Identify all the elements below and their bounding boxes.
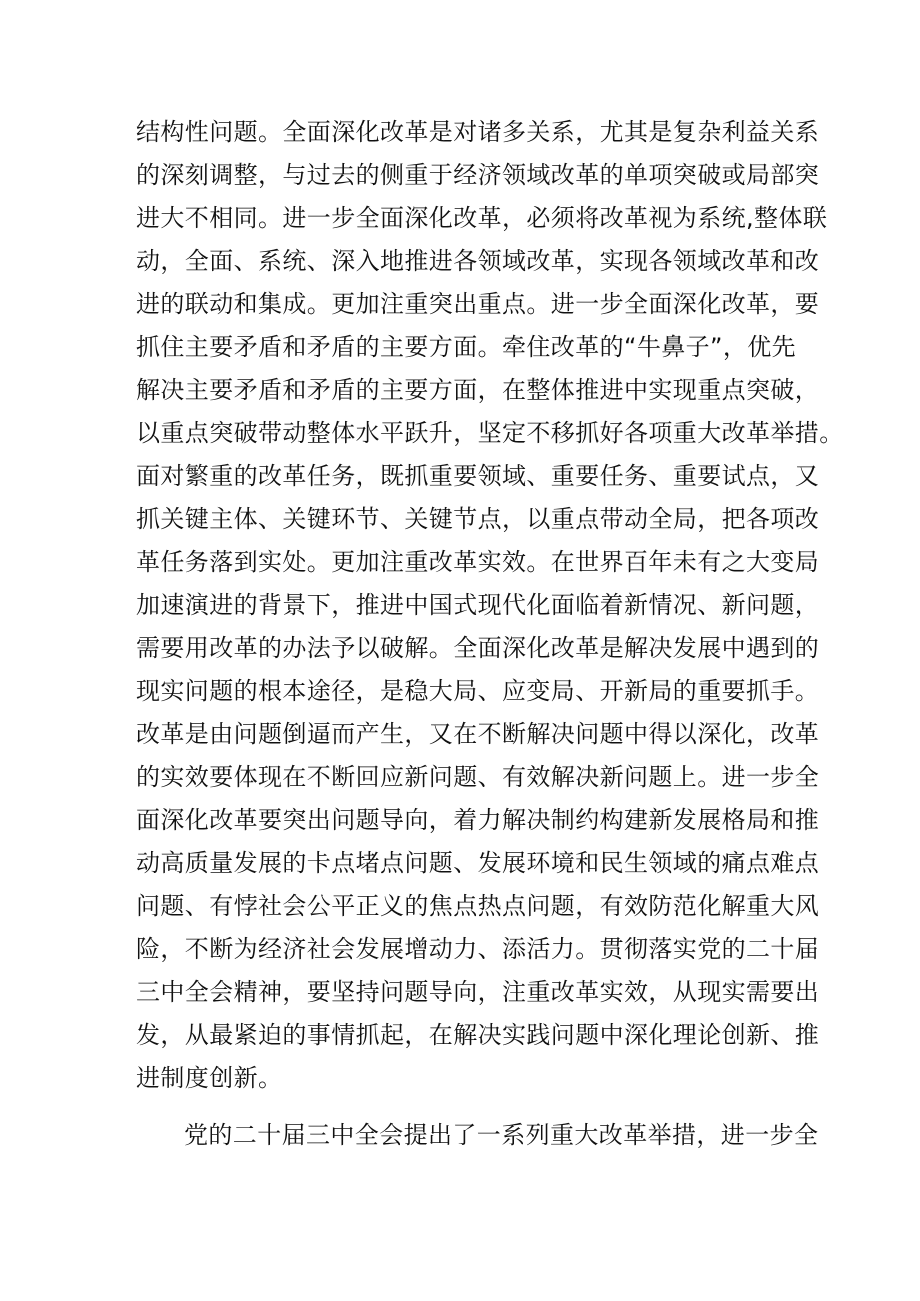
text-line: 面对繁重的改革任务，既抓重要领域、重要任务、重要试点，又	[136, 462, 820, 490]
text-line: 进大不相同。进一步全面深化改革，必须将改革视为系统,整体联	[136, 204, 828, 232]
text-line: 进制度创新。	[136, 1064, 283, 1092]
text-line: 加速演进的背景下，推进中国式现代化面临着新情况、新问题，	[136, 591, 820, 619]
text-line: 险，不断为经济社会发展增动力、添活力。贯彻落实党的二十届	[136, 935, 820, 963]
text-line: 以重点突破带动整体水平跃升，坚定不移抓好各项重大改革举措。	[136, 419, 844, 447]
text-line: 发，从最紧迫的事情抓起，在解决实践问题中深化理论创新、推	[136, 1021, 820, 1049]
text-line: 党的二十届三中全会提出了一系列重大改革举措，进一步全	[184, 1121, 819, 1149]
text-line: 革任务落到实处。更加注重改革实效。在世界百年未有之大变局	[136, 548, 820, 576]
text-line: 抓住主要矛盾和矛盾的主要方面。牵住改革的“牛鼻子”，优先	[136, 333, 797, 361]
text-line: 面深化改革要突出问题导向，着力解决制约构建新发展格局和推	[136, 806, 820, 834]
text-line: 结构性问题。全面深化改革是对诸多关系，尤其是复杂利益关系	[136, 118, 820, 146]
text-line: 问题、有悖社会公平正义的焦点热点问题，有效防范化解重大风	[136, 892, 820, 920]
text-line: 解决主要矛盾和矛盾的主要方面，在整体推进中实现重点突破，	[136, 376, 820, 404]
text-line: 需要用改革的办法予以破解。全面深化改革是解决发展中遇到的	[136, 634, 820, 662]
text-line: 动，全面、系统、深入地推进各领域改革，实现各领域改革和改	[136, 247, 820, 275]
text-line: 现实问题的根本途径，是稳大局、应变局、开新局的重要抓手。	[136, 677, 820, 705]
text-line: 改革是由问题倒逼而产生，又在不断解决问题中得以深化，改革	[136, 720, 820, 748]
text-line: 进的联动和集成。更加注重突出重点。进一步全面深化改革，要	[136, 290, 820, 318]
text-line: 的实效要体现在不断回应新问题、有效解决新问题上。进一步全	[136, 763, 820, 791]
text-line: 三中全会精神，要坚持问题导向，注重改革实效，从现实需要出	[136, 978, 820, 1006]
text-line: 的深刻调整，与过去的侧重于经济领域改革的单项突破或局部突	[136, 161, 820, 189]
text-line: 抓关键主体、关键环节、关键节点，以重点带动全局，把各项改	[136, 505, 820, 533]
text-line: 动高质量发展的卡点堵点问题、发展环境和民生领域的痛点难点	[136, 849, 820, 877]
